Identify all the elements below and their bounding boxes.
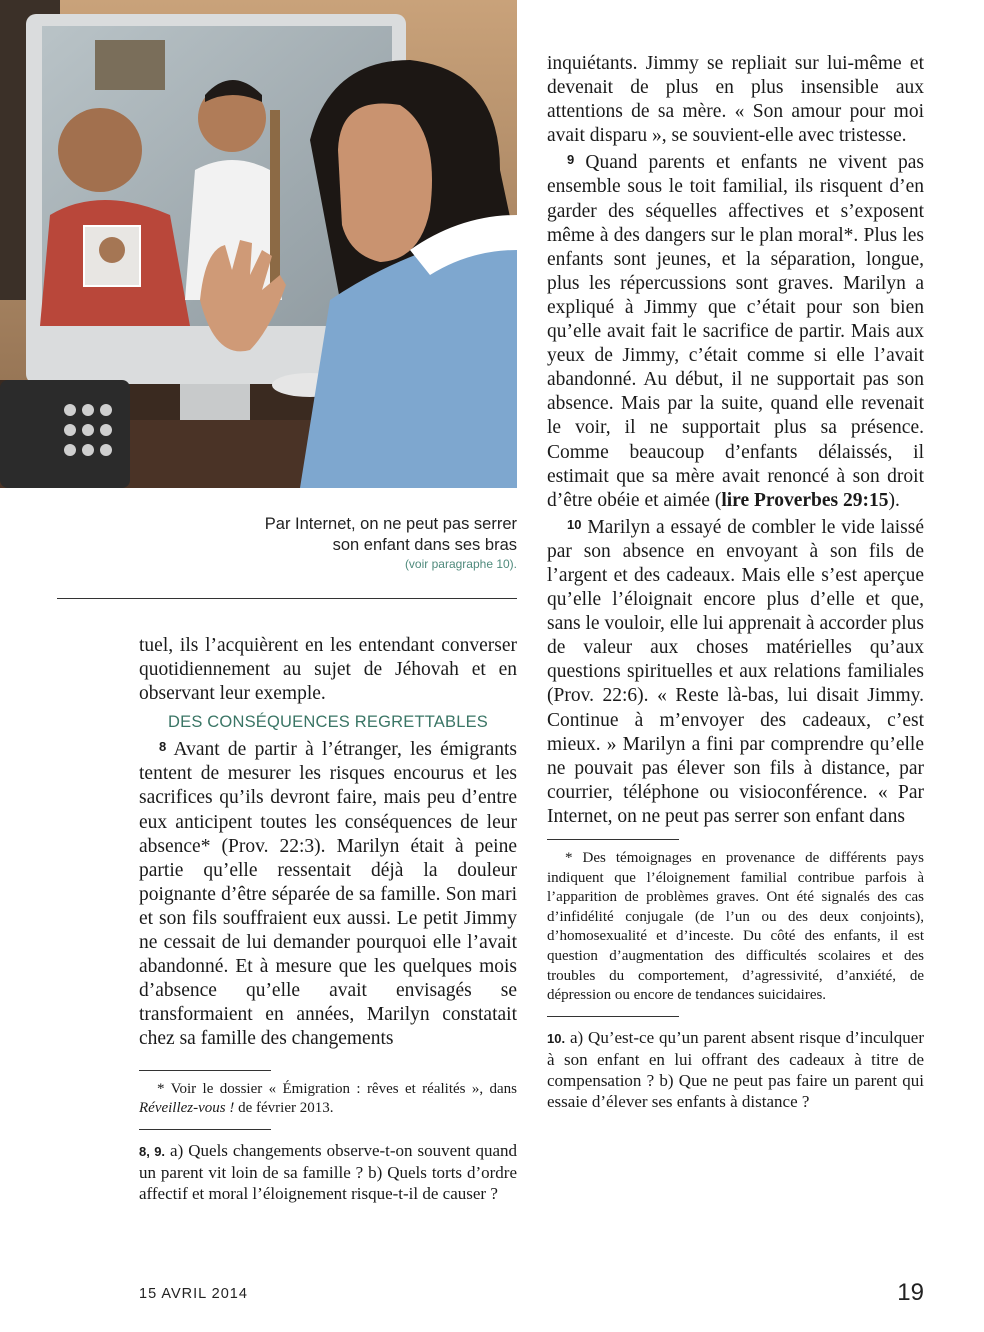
issue-date: 15 AVRIL 2014 — [139, 1286, 248, 1302]
paragraph-end: ). — [888, 489, 900, 511]
question-number: 10. — [547, 1030, 566, 1046]
study-questions-10 — [547, 1027, 924, 1112]
left-body — [139, 634, 517, 1052]
question-text: a) Qu’est-ce qu’un parent absent risque d’inculquer à son enfant en lui offrant des cadeaux à titre de compensation ? b) Que ne peut pas faire un parent qui essaie d’élever ses enfants à distance ? — [547, 1027, 924, 1111]
footnote-divider — [547, 839, 679, 840]
footnote-left — [139, 1080, 517, 1119]
paragraph-number: 8 — [159, 739, 167, 755]
questions-divider — [139, 1129, 271, 1130]
section-subhead: DES CONSÉQUENCES REGRETTABLES — [168, 713, 488, 732]
photo-video-call — [0, 0, 517, 488]
page-number: 19 — [897, 1279, 924, 1306]
caption-line-2: son enfant dans ses bras — [332, 536, 517, 554]
paragraph-number: 9 — [567, 152, 575, 168]
paragraph-text: Quand parents et enfants ne vivent pas ensemble sous le toit familial, ils risquent d’en garder des séquelles affectives et s’exposent même à des dangers sur le plan moral*. Plus les enfants sont jeunes, et la séparation, longue, plus les répercussions sont graves. Marilyn a expliqué à Jimmy que c’était pour son bien qu’elle avait fait le sacrifice de partir. Mais aux yeux de Jimmy, c’était comme si elle l’avait abandonné. Au début, il ne supportait pas son absence. Mais par la suite, quand elle revenait le voir, il ne supportait plus sa présence. Comme beaucoup d’enfants délaissés, il estimait que sa mère avait renoncé à son droit d’être obéie et aimée ( — [547, 152, 924, 511]
continued-paragraph: inquiétants. Jimmy se repliait sur lui-même et devenait de plus en plus insensible aux attentions de sa mère. « Son amour pour moi avait disparu », se souvient-elle avec tristesse. — [547, 53, 924, 147]
photo-caption — [150, 514, 517, 573]
question-text: a) Quels changements observe-t-on souvent quand un parent vit loin de sa famille ? b) Quels torts d’ordre affectif et moral l’éloignement risque-t-il de causer ? — [139, 1140, 517, 1203]
left-column — [139, 634, 517, 1204]
footnote-text: * Des témoignages en provenance de différents pays indiquent que l’éloignement familial contribue parfois à l’apparition de problèmes graves. Ont été signalés des cas d’infidélité conjugale (de l’un ou des deux conjoints), d’homosexualité et d’inceste. Du côté des enfants, il est question d’augmentation des difficultés scolaires et des troubles du comportement, d’agressivité, d’anxiété, de dépression ou encore de tendances suicidaires. — [547, 850, 924, 1004]
paragraph-text: Marilyn a essayé de combler le vide laissé par son absence en envoyant à son fils de l’argent et des cadeaux. Mais elle s’est aperçue qu’elle l’éloignait encore plus d’elle et que, sans le vouloir, elle lui apprenait à accorder plus de valeur aux choses matérielles qu’aux questions spirituelles et aux relations familiales (Prov. 22:6). « Reste là-bas, lui disait Jimmy. Continue à m’envoyer des cadeaux, c’est mieux. » Marilyn a fini par comprendre qu’elle ne pouvait pas élever son fils à distance, par courrier, téléphone ou visioconférence. « Par Internet, on ne peut pas serrer son enfant dans — [547, 516, 925, 827]
caption-divider — [57, 598, 517, 599]
photo-illustration — [0, 0, 517, 488]
footnote-text-b: de février 2013. — [234, 1100, 334, 1117]
paragraph-text: Avant de partir à l’étranger, les émigrants tentent de mesurer les risques encourus et les sacrifices qu’ils devront faire, mais peu d’entre eux anticipent toutes les conséquences de leur absence* (Prov. 22:3). Marilyn était à peine partie qu’elle ressentait déjà la douleur poignante d’être séparée de sa famille. Son mari et son fils souffraient eux aussi. Le petit Jimmy ne cessait de lui demander pourquoi elle l’avait abandonné. Et à mesure que les quelques mois d’absence qu’elle avait envisagés se transformaient en années, Marilyn constatait chez sa famille des changements — [139, 739, 517, 1050]
paragraph-10 — [547, 513, 924, 829]
right-column — [547, 52, 924, 1112]
paragraph-8 — [139, 735, 517, 1051]
questions-divider — [547, 1016, 679, 1017]
scripture-reference: lire Proverbes 29:15 — [721, 489, 889, 511]
caption-line-1: Par Internet, on ne peut pas serrer — [264, 515, 517, 533]
paragraph-number: 10 — [567, 516, 582, 532]
intro-paragraph: tuel, ils l’acquièrent en les entendant converser quotidiennement au sujet de Jéhovah et en observant leur exemple. — [139, 635, 517, 705]
paragraph-9 — [547, 148, 924, 512]
footnote-divider — [139, 1070, 271, 1071]
right-body — [547, 52, 924, 829]
footnote-text-a: * Voir le dossier « Émigration : rêves et réalités », dans — [157, 1080, 517, 1097]
caption-paragraph-ref: (voir paragraphe 10). — [404, 557, 517, 571]
study-questions-8-9 — [139, 1140, 517, 1204]
magazine-title: Réveillez-vous ! — [139, 1100, 235, 1117]
question-number: 8, 9. — [139, 1143, 166, 1159]
footnote-right — [547, 849, 924, 1006]
